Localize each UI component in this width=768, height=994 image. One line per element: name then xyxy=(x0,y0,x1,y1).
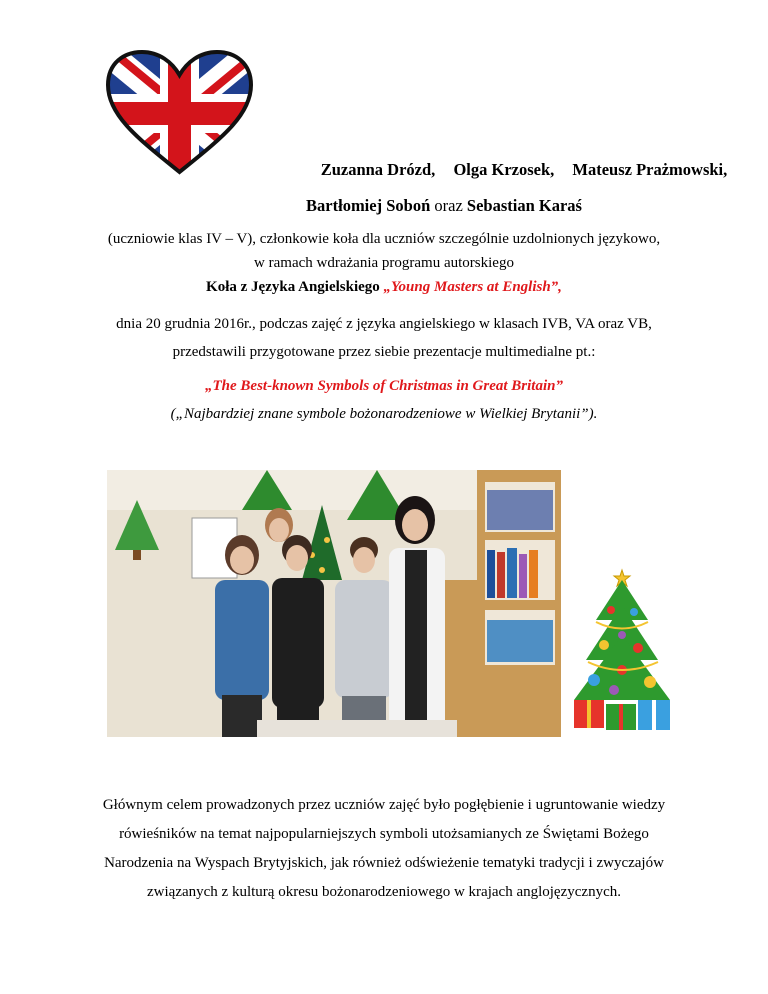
club-name: „Young Masters at English”, xyxy=(383,279,562,295)
conjunction: oraz xyxy=(434,196,463,215)
presentation-title-translation: („Najbardziej znane symbole bożonarodzeniowe w Wielkiej Brytanii”). xyxy=(170,406,598,422)
student-name: Bartłomiej Soboń xyxy=(306,196,431,215)
student-name: Olga Krzosek, xyxy=(453,160,555,179)
club-prefix: Koła z Języka Angielskiego xyxy=(206,279,380,295)
intro-line-2: w ramach wdrażania programu autorskiego xyxy=(254,255,514,271)
summary-paragraph: Głównym celem prowadzonych przez uczniów zajęć było pogłębienie i ugruntowanie wiedzy rówieśników na temat najpopularniejszych symboli utożsamianych ze Świętami Bożego Narodzenia na Wyspach Brytyjskich, jak również odświeżenie tematyki tradycji i zwyczajów związanych z kulturą okresu bożonarodzeniowego w krajach anglojęzycznych. xyxy=(102,797,666,900)
names-line-2 xyxy=(60,196,768,216)
christmas-tree-icon xyxy=(566,560,678,732)
names-line-1 xyxy=(140,160,768,180)
club-line xyxy=(0,277,768,297)
student-name: Sebastian Karaś xyxy=(466,196,582,215)
student-name: Mateusz Prażmowski, xyxy=(572,160,728,179)
presentation-title: „The Best-known Symbols of Christmas in Great Britain” xyxy=(205,378,563,394)
student-name: Zuzanna Drózd, xyxy=(320,160,436,179)
event-line-2: przedstawili przygotowane przez siebie prezentacje multimedialne pt.: xyxy=(172,344,596,360)
intro-line-1: (uczniowie klas IV – V), członkowie koła dla uczniów szczególnie uzdolnionych językowo, xyxy=(107,231,661,247)
class-photo xyxy=(107,470,561,737)
union-jack-heart-icon xyxy=(102,48,257,176)
event-line-1: dnia 20 grudnia 2016r., podczas zajęć z języka angielskiego w klasach IVB, VA oraz VB, xyxy=(116,316,652,332)
